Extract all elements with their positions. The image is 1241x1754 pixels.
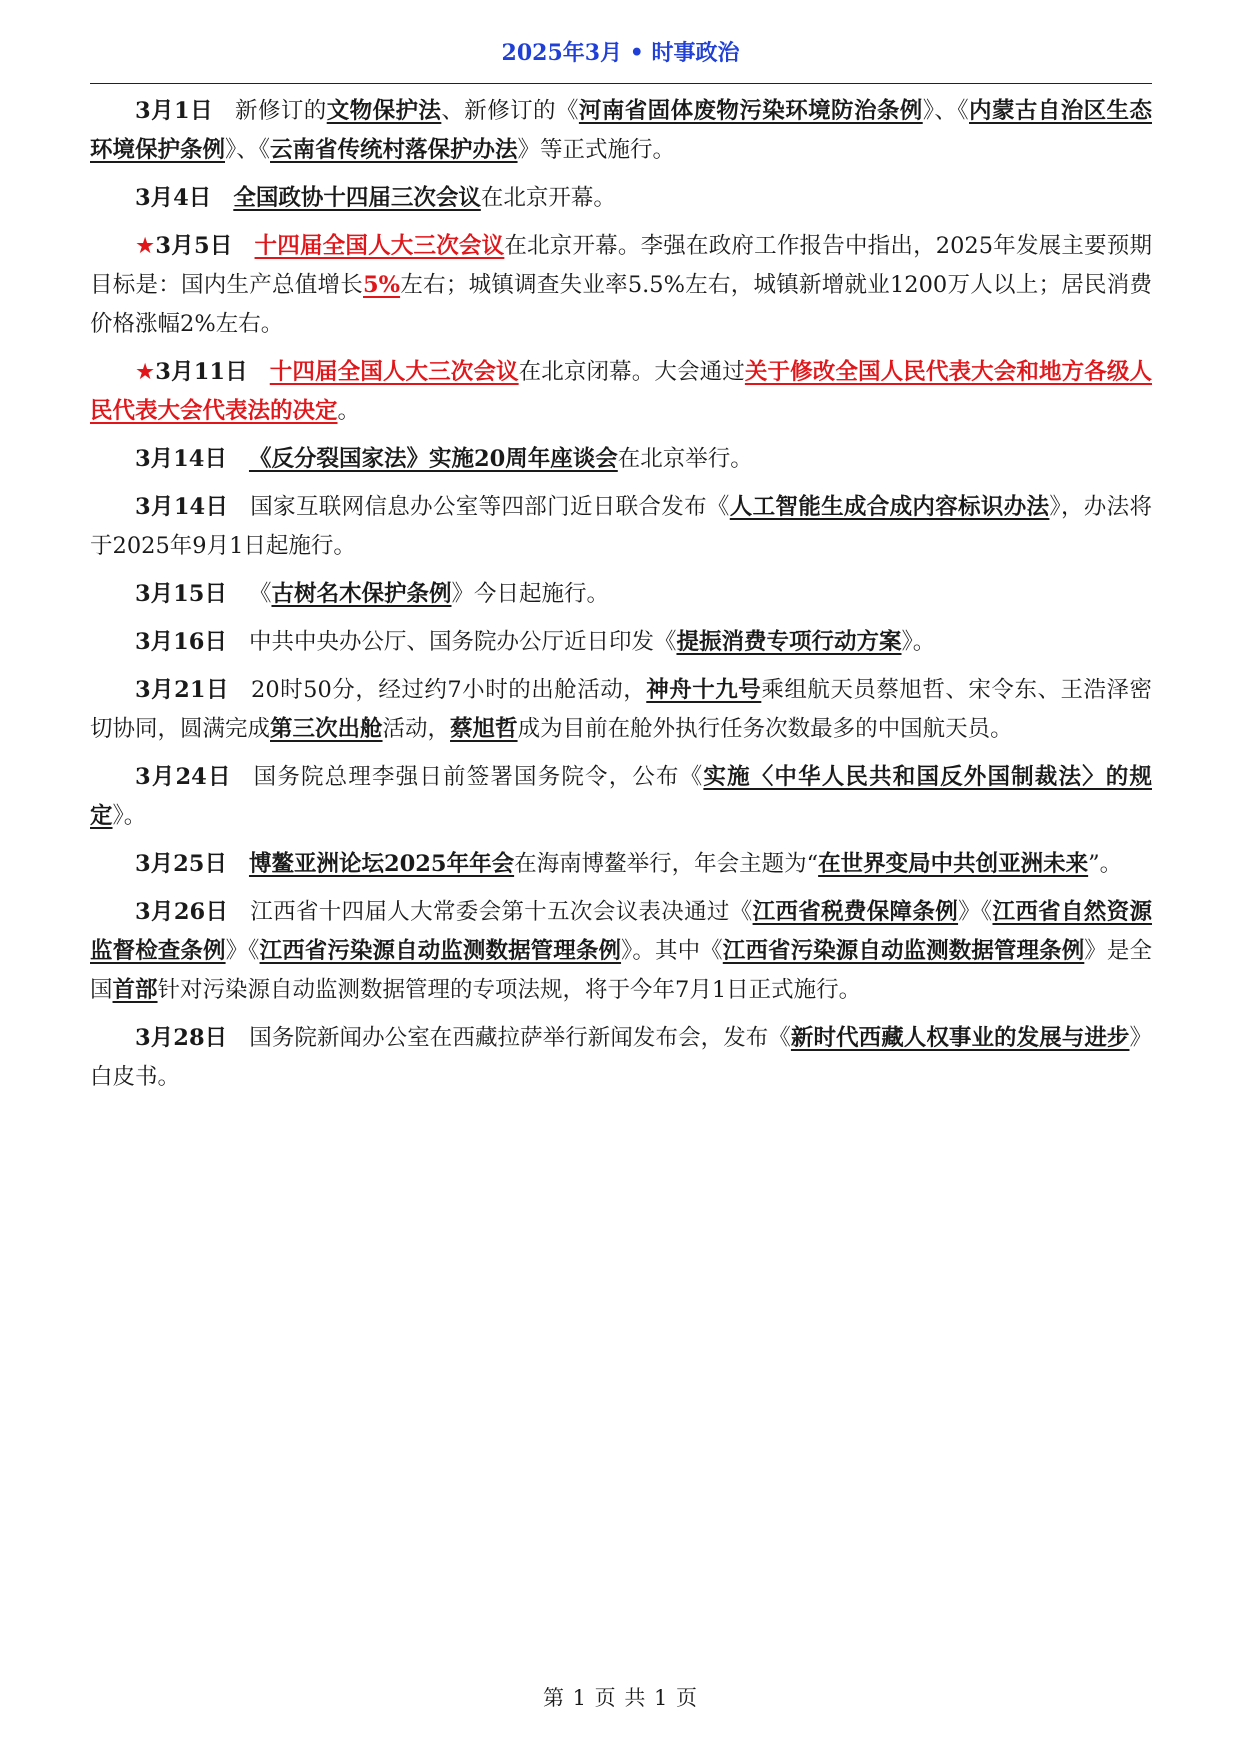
header-divider xyxy=(90,83,1152,84)
entry-text: 左右；城镇调查失业率5.5%左右，城镇新增就业1200万人以上；居民消费价格涨幅2%左右。 xyxy=(90,272,1152,337)
key-term: 江西省污染源自动监测数据管理条例 xyxy=(722,938,1085,964)
key-term: 十四届全国人大三次会议 xyxy=(269,359,519,385)
key-term: 新时代西藏人权事业的发展与进步 xyxy=(790,1025,1130,1051)
key-term: 江西省自然资源监督检查条例 xyxy=(90,899,1152,964)
entry-text: 在北京开幕。 xyxy=(480,185,616,211)
key-term: 在世界变局中共创亚洲未来 xyxy=(818,851,1089,877)
entry-text: 》今日起施行。 xyxy=(451,581,610,607)
entry-text: 新修订的 xyxy=(235,98,327,124)
entry-date: 3月21日 xyxy=(135,677,230,703)
entry-text: 《 xyxy=(248,581,272,607)
entry-text: 在北京闭幕。大会通过 xyxy=(518,359,745,385)
key-term: 江西省污染源自动监测数据管理条例 xyxy=(259,938,622,964)
entry-text: 》。其中《 xyxy=(621,938,723,964)
entry-date: 3月5日 xyxy=(155,233,233,259)
key-term: 实施〈中华人民共和国反外国制裁法〉的规定 xyxy=(90,764,1152,829)
entry-text: 》，办法将于2025年9月1日起施行。 xyxy=(90,494,1152,559)
entry-text: 20时50分，经过约7小时的出舱活动， xyxy=(251,677,647,703)
news-entry xyxy=(90,893,1152,1010)
key-term: 云南省传统村落保护办法 xyxy=(270,137,518,163)
key-term: 人工智能生成合成内容标识办法 xyxy=(729,494,1050,520)
entry-date: 3月26日 xyxy=(135,899,229,925)
entry-date: 3月1日 xyxy=(135,98,214,124)
entry-date: 3月4日 xyxy=(135,185,212,211)
key-term: 河南省固体废物污染环境防治条例 xyxy=(578,98,923,124)
news-entry xyxy=(90,353,1152,431)
entry-text: ”。 xyxy=(1088,851,1123,877)
key-term: 江西省税费保障条例 xyxy=(752,899,959,925)
entry-text: 在北京开幕。李强在政府工作报告中指出，2025年发展主要预期目标是：国内生产总值增长 xyxy=(90,233,1153,298)
entry-date: 3月14日 xyxy=(135,494,229,520)
news-entry xyxy=(90,671,1152,749)
entry-text: 国务院新闻办公室在西藏拉萨举行新闻发布会，发布《 xyxy=(249,1025,791,1051)
key-term: 《反分裂国家法》实施20周年座谈会 xyxy=(248,446,618,472)
entry-text: 在北京举行。 xyxy=(617,446,753,472)
key-term: 关于修改全国人民代表大会和地方各级人民代表大会代表法的决定 xyxy=(90,359,1152,424)
key-term: 古树名木保护条例 xyxy=(271,581,452,607)
entry-text: 》。 xyxy=(112,803,147,829)
entry-text: 》是全国 xyxy=(90,938,1152,1003)
entry-text: 。 xyxy=(337,398,361,424)
news-entry xyxy=(90,92,1152,170)
news-entry xyxy=(90,179,1152,218)
key-term: 文物保护法 xyxy=(326,98,442,124)
entry-text: 针对污染源自动监测数据管理的专项法规，将于今年7月1日正式施行。 xyxy=(157,977,862,1003)
star-icon: ★ xyxy=(135,359,156,385)
entry-text: 》白皮书。 xyxy=(90,1025,1152,1090)
key-term: 全国政协十四届三次会议 xyxy=(233,185,481,211)
entry-date: 3月16日 xyxy=(135,629,227,655)
entry-text: 、新修订的《 xyxy=(441,98,579,124)
key-term: 博鳌亚洲论坛2025年年会 xyxy=(248,851,515,877)
entry-date: 3月14日 xyxy=(135,446,227,472)
entry-text: 》等正式施行。 xyxy=(517,137,676,163)
key-term: 首部 xyxy=(112,977,158,1003)
news-entry xyxy=(90,623,1152,662)
entry-text: 活动， xyxy=(382,716,451,742)
entry-text: 中共中央办公厅、国务院办公厅近日印发《 xyxy=(248,629,677,655)
entry-text: 》《 xyxy=(225,938,260,964)
news-entry xyxy=(90,488,1152,566)
news-list xyxy=(90,92,1152,1106)
news-entry xyxy=(90,758,1152,836)
entry-text: 成为目前在舱外执行任务次数最多的中国航天员。 xyxy=(517,716,1013,742)
news-entry xyxy=(90,1019,1152,1097)
entry-text: 乘组航天员蔡旭哲、宋令东、王浩泽密切协同，圆满完成 xyxy=(90,677,1152,742)
entry-date: 3月28日 xyxy=(135,1025,228,1051)
star-icon: ★ xyxy=(135,233,156,259)
entry-date: 3月24日 xyxy=(135,764,232,790)
news-entry xyxy=(90,845,1152,884)
entry-text: 江西省十四届人大常委会第十五次会议表决通过《 xyxy=(250,899,753,925)
entry-date: 3月15日 xyxy=(135,581,227,607)
key-term: 5% xyxy=(363,272,401,298)
entry-date: 3月11日 xyxy=(155,359,248,385)
entry-date: 3月25日 xyxy=(135,851,227,877)
news-entry xyxy=(90,575,1152,614)
entry-text: 》《 xyxy=(958,899,993,925)
key-term: 内蒙古自治区生态环境保护条例 xyxy=(90,98,1152,163)
page-footer: 第 1 页 共 1 页 xyxy=(542,1686,699,1710)
key-term: 提振消费专项行动方案 xyxy=(676,629,902,655)
key-term: 蔡旭哲 xyxy=(450,716,518,742)
news-entry xyxy=(90,227,1152,344)
entry-text: 》、《 xyxy=(922,98,970,124)
entry-text: 在海南博鳌举行，年会主题为“ xyxy=(514,851,819,877)
page-title: 2025年3月 • 时事政治 xyxy=(501,40,740,66)
news-entry xyxy=(90,440,1152,479)
entry-text: 》。 xyxy=(901,629,936,655)
entry-text: 国家互联网信息办公室等四部门近日联合发布《 xyxy=(250,494,730,520)
key-term: 神舟十九号 xyxy=(646,677,762,703)
entry-text: 》、《 xyxy=(225,137,271,163)
key-term: 十四届全国人大三次会议 xyxy=(254,233,505,259)
key-term: 第三次出舱 xyxy=(270,716,383,742)
entry-text: 国务院总理李强日前签署国务院令，公布《 xyxy=(253,764,704,790)
